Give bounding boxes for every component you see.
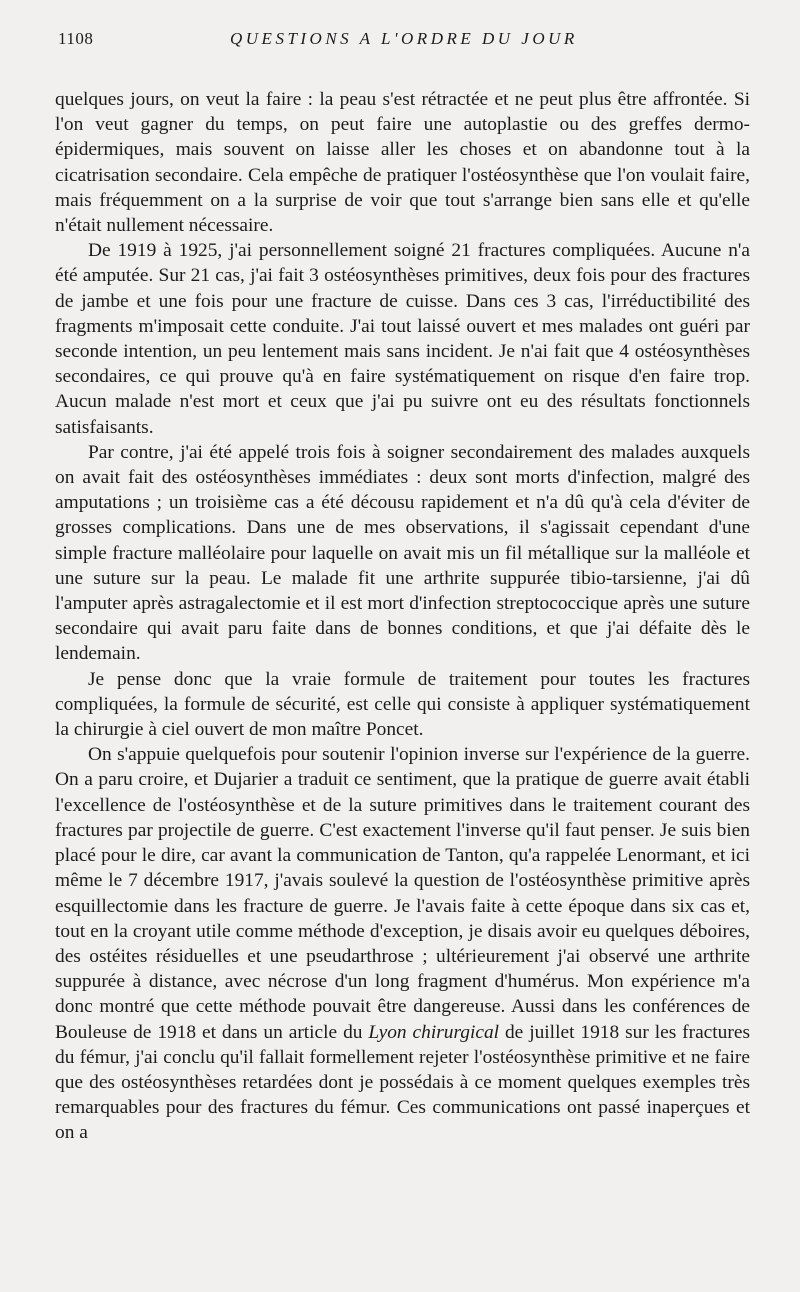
body-text (55, 87, 750, 1146)
page-number: 1108 (58, 29, 94, 48)
journal-title: Lyon chirurgical (368, 1021, 500, 1043)
paragraph-secondary-care: Par contre, j'ai été appelé trois fois à soigner secondairement des malades auxquels on avait fait des ostéosynthèses immédiates : deux sont morts d'infection, malgré des amputations ; un troisième cas a été décousu rapidement et n'a dû qu'à cela d'éviter de grosses complications. Dans une de mes observations, il s'agissait cependant d'une simple fracture malléolaire pour laquelle on avait mis un fil métallique sur la malléole et une suture sur la peau. Le malade fit une arthrite suppurée tibio-tarsienne, j'ai dû l'amputer après astragalectomie et il est mort d'infection streptococcique après une suture secondaire qui avait paru faite dans de bonnes conditions, et que j'ai défaite dès le lendemain. (55, 441, 750, 665)
paragraph-war-experience (55, 742, 750, 1145)
paragraph-conclusion: Je pense donc que la vraie formule de traitement pour toutes les fractures compliquées, la formule de sécurité, est celle qui consiste à appliquer systématiquement la chirurgie à ciel ouvert de mon maître Poncet. (55, 668, 750, 741)
war-text-before: On s'appuie quelquefois pour soutenir l'opinion inverse sur l'expérience de la guerre. On a paru croire, et Dujarier a traduit ce sentiment, que la pratique de guerre avait établi l'excellence de l'ostéosynthèse et de la suture primitives dans le traitement courant des fractures par projectile de guerre. C'est exactement l'inverse qu'il faut penser. Je suis bien placé pour le dire, car avant la communication de Tanton, qu'a rappelée Lenormant, et ici même le 7 décembre 1917, j'avais soulevé la question de l'ostéosynthèse primitive après esquillectomie dans les fracture de guerre. Je l'avais faite à cette époque dans six cas et, tout en la croyant utile comme méthode d'exception, je disais avoir eu quelques déboires, des ostéites résiduelles et une pseudarthrose ; ultérieurement j'ai observé une arthrite suppurée à distance, avec nécrose d'un long fragment d'humérus. Mon expérience m'a donc montré que cette méthode pouvait être dangereuse. Aussi dans les conférences de Bouleuse de 1918 et dans un article du (55, 744, 750, 1043)
running-header (55, 29, 750, 55)
war-text-after: de juillet 1918 sur les fractures du fémur, j'ai conclu qu'il fallait formellement rejeter l'ostéosynthèse primitive et ne faire que des ostéosynthèses retardées dont je possédais à ce moment quelques exemples très remarquables pour des fractures du fémur. Ces communications ont passé inaperçues et on a (55, 1021, 750, 1144)
paragraph-continued: quelques jours, on veut la faire : la peau s'est rétractée et ne peut plus être affrontée. Si l'on veut gagner du temps, on peut faire une autoplastie ou des greffes dermo-épidermiques, mais souvent on laisse aller les choses et on abandonne tout à la cicatrisation secondaire. Cela empêche de pratiquer l'ostéosynthèse que l'on voulait faire, mais fréquemment on a la surprise de voir que tout s'arrange bien sans elle et qu'elle n'était nullement nécessaire. (55, 89, 750, 237)
paragraph-personal-cases: De 1919 à 1925, j'ai personnellement soigné 21 fractures compliquées. Aucune n'a été amputée. Sur 21 cas, j'ai fait 3 ostéosynthèses primitives, deux fois pour des fractures de jambe et une fois pour une fracture de cuisse. Dans ces 3 cas, l'irréductibilité des fragments m'imposait cette conduite. J'ai tout laissé ouvert et mes malades ont guéri par seconde intention, un peu lentement mais sans incident. Je n'ai fait que 4 ostéosynthèses secondaires, ce qui prouve qu'à en faire systématiquement on risque d'en faire trop. Aucun malade n'est mort et ceux que j'ai pu suivre ont eu des résultats fonctionnels satisfaisants. (55, 240, 750, 438)
header-title: QUESTIONS A L'ORDRE DU JOUR (230, 29, 578, 48)
